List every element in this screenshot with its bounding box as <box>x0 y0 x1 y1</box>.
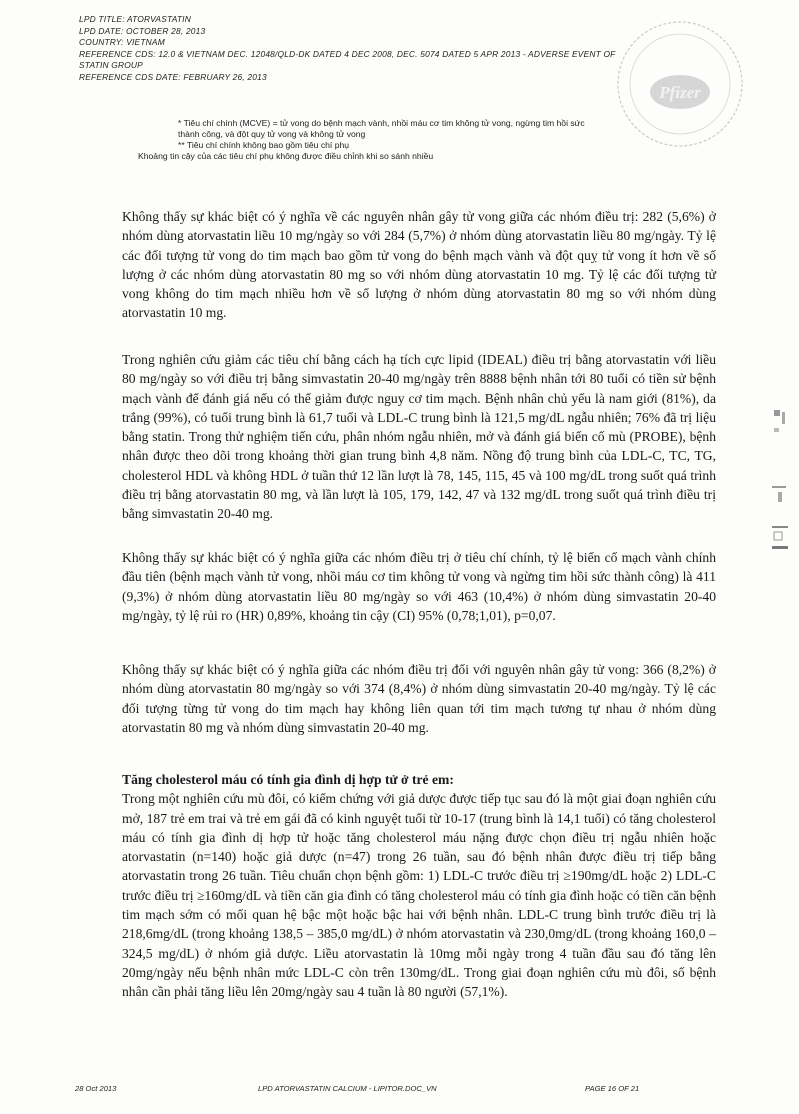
footnote-primary: * Tiêu chí chính (MCVE) = tử vong do bệnh mạch vành, nhồi máu cơ tim không tử vong, ngừng tim hồi sức <box>178 118 585 128</box>
paragraph-ideal-study: Trong nghiên cứu giảm các tiêu chí bằng cách hạ tích cực lipid (IDEAL) điều trị bằng atorvastatin với liều 80 mg/ngày so với điều trị bằng simvastatin 20-40 mg/ngày trên 8888 bệnh nhân tới 80 tuổi có tiền sử bệnh mạch vành để đánh giá nếu có thể giảm được nguy cơ tim mạch. Bệnh nhân chủ yếu là nam giới (81%), da trắng (99%), có tuổi trung bình là 61,7 tuổi và LDL-C trung bình là 121,5 mg/dL ngẫu nhiên; 76% đã trị liệu bằng statin. Trong thử nghiệm tiến cứu, phân nhóm ngẫu nhiên, mở và đánh giá biến cố mù (PROBE), bệnh nhân được theo dõi trong khoảng thời gian trung bình 4,8 năm. Nồng độ trung bình của LDL-C, TC, TG, cholesterol HDL và không HDL ở tuần thứ 12 lần lượt là 78, 145, 115, 45 và 100 mg/dL trong suốt quá trình điều trị bằng atorvastatin 80 mg, và lần lượt là 105, 179, 142, 47 và 132 mg/dL trong suốt quá trình điều trị bằng simvastatin 20-40 mg. <box>122 352 716 522</box>
stamp-logo-text: Pfizer <box>659 83 701 102</box>
header-line-date: LPD DATE: OCTOBER 28, 2013 <box>79 25 206 36</box>
footnote-secondary: ** Tiêu chí chính không bao gồm tiêu chí phụ <box>178 140 350 151</box>
footer-page-number: PAGE 16 OF 21 <box>585 1084 640 1093</box>
table-footnotes <box>138 118 698 162</box>
paragraph-primary-endpoint: Không thấy sự khác biệt có ý nghĩa giữa các nhóm điều trị ở tiêu chí chính, tỷ lệ biến cố mạch vành chính đầu tiên (bệnh mạch vành tử vong, nhồi máu cơ tim không tử vong và ngừng tim hồi sức thành công) là 411 (9,3%) ở nhóm dùng atorvastatin liều 80 mg/ngày so với 463 (10,4%) ở nhóm dùng simvastatin 20-40 mg/ngày, tỷ lệ rủi ro (HR) 0,89%, khoảng tin cậy (CI) 95% (0,78;1,01), p=0,07. <box>122 550 716 623</box>
margin-marks <box>760 408 790 558</box>
footnote-confidence: Khoảng tin cậy của các tiêu chí phụ không được điều chỉnh khi so sánh nhiều <box>138 151 434 162</box>
footer-date: 28 Oct 2013 <box>75 1084 117 1093</box>
header-line-country: COUNTRY: VIETNAM <box>79 37 165 48</box>
paragraph-mortality: Không thấy sự khác biệt có ý nghĩa giữa các nhóm điều trị đối với nguyên nhân gây tử vong: 366 (8,2%) ở nhóm dùng atorvastatin 80 mg/ngày so với 374 (8,4%) ở nhóm dùng simvastatin 20-40 mg/ngày. Tỷ lệ các đối tượng từng tử vong do tim mạch hay không liên quan tới tim mạch tương tự nhau ở nhóm dùng atorvastatin 80 mg và nhóm dùng simvastatin 20-40 mg. <box>122 662 716 735</box>
footnote-primary-cont: thành công, và đột quỵ tử vong và không tử vong <box>178 129 366 140</box>
section-pediatric-hefh <box>122 770 716 1002</box>
header-line-title: LPD TITLE: ATORVASTATIN <box>79 14 191 24</box>
header-line-reference: REFERENCE CDS: 12.0 & VIETNAM DEC. 12048/QLD-DK DATED 4 DEC 2008, DEC. 5074 DATED 5 APR 2013 - ADVERSE EVENT OF <box>79 48 616 59</box>
paragraph-pediatric-study: Trong một nghiên cứu mù đôi, có kiểm chứng với giả dược được tiếp tục sau đó là một giai đoạn nghiên cứu mở, 187 trẻ em trai và trẻ em gái đã có kinh nguyệt tuổi từ 10-17 (trung bình là 14,1 tuổi) có tăng cholesterol máu có tính gia đình dị hợp tử hoặc tăng cholesterol máu nặng được chọn điều trị ngẫu nhiên hoặc atorvastatin (n=140) hoặc giả dược (n=47) trong 26 tuần, sau đó bệnh nhân được điều trị tiếp bằng atorvastatin trong 26 tuần. Tiêu chuẩn chọn bệnh gồm: 1) LDL-C trước điều trị ≥190mg/dL hoặc 2) LDL-C trước điều trị ≥160mg/dL và tiền căn gia đình có tăng cholesterol máu có tính gia đình hoặc có tiền căn bệnh tim mạch sớm có mối quan hệ bậc một hoặc bậc hai với bệnh nhân. LDL-C trung bình trước điều trị là 218,6mg/dL (trong khoảng 138,5 – 385,0 mg/dL) ở nhóm atorvastatin và 230,0mg/dL (trong khoảng 160,0 – 324,5 mg/dL) ở nhóm giả dược. Liều atorvastatin là 10mg mỗi ngày trong 4 tuần đầu sau đó tăng lên 20mg/ngày nếu bệnh nhân mức LDL-C còn trên 130mg/dL. Trong giai đoạn nghiên cứu mù đôi, số bệnh nhân cần phải tăng liều lên 20mg/ngày sau 4 tuần là 80 người (57,1%). <box>122 791 716 1000</box>
section-heading: Tăng cholesterol máu có tính gia đình dị hợp tử ở trẻ em: <box>122 772 454 787</box>
paragraph-causes-of-death: Không thấy sự khác biệt có ý nghĩa về các nguyên nhân gây tử vong giữa các nhóm điều trị: 282 (5,6%) ở nhóm dùng atorvastatin liều 10 mg/ngày so với 284 (5,7%) ở nhóm dùng atorvastatin liều 80 mg/ngày. Tỷ lệ các đối tượng tử vong do tim mạch bao gồm tử vong do bệnh mạch vành và đột quỵ tử vong ít hơn về số lượng ở các nhóm dùng atorvastatin 80 mg so với nhóm dùng atorvastatin 10 mg. Tỷ lệ các đối tượng tử vong không do tim mạch nhiều hơn về số lượng ở nhóm dùng atorvastatin 80 mg so với nhóm dùng atorvastatin 10 mg. <box>122 209 716 321</box>
header-line-reference-cont: STATIN GROUP <box>79 60 143 71</box>
header-line-reference-date: REFERENCE CDS DATE: FEBRUARY 26, 2013 <box>79 71 267 82</box>
footer-document: LPD ATORVASTATIN CALCIUM - LIPITOR.DOC_VN <box>258 1084 437 1093</box>
document-header <box>79 14 639 84</box>
